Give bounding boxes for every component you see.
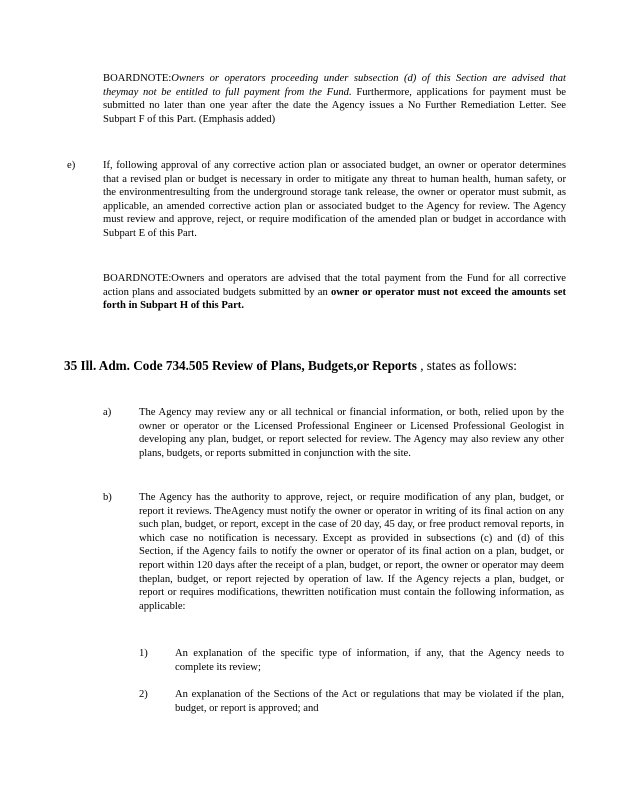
section-title: 35 Ill. Adm. Code 734.505 Review of Plans, Budgets,or Reports [64, 358, 417, 373]
boardnote-regular-text: Furthermore, applications for payment must be submitted no later than one year after the date the Agency issues a No Further Remediation Letter. See Subpart F of this Part. (Emphasis added) [103, 86, 566, 125]
boardnote2-regular-text: BOARDNOTE:Owners and operators are advised that the total payment from the Fund for all corrective action plans and associated budgets submitted by an [103, 273, 566, 298]
item-a-paragraph: The Agency may review any or all technical or financial information, or both, relied upon by the owner or operator or the Licensed Professional Engineer or Licensed Professional Geologist in developing any plan, budget, or report selected for review. The Agency may also review any other plans, budgets, or reports submitted in conjunction with the site. [139, 407, 564, 459]
sub-item-1-paragraph: An explanation of the specific type of information, if any, that the Agency needs to complete its review; [175, 648, 564, 673]
item-b-text [139, 491, 564, 613]
item-b-paragraph: The Agency has the authority to approve, reject, or require modification of any plan, budget, or report it reviews. TheAgency must notify the owner or operator in writing of its final action on any such plan, budget, or report, except in the case of 20 day, 45 day, or free product removal reports, in which case no notification is necessary. Except as provided in subsections (c) and (d) of this Section, if the Agency fails to notify the owner or operator of its final action on a plan, budget, or report within 120 days after the receipt of a plan, budget, or report, the owner or operator may deem theplan, budget, or report rejected by operation of law. If the Agency rejects a plan, budget, or report or requires modifications, thewritten notification must contain the following information, as applicable: [139, 492, 564, 612]
section-heading [64, 358, 564, 374]
item-a-label: a) [103, 407, 112, 418]
boardnote-paragraph-2 [103, 272, 566, 313]
boardnote-paragraph-1 [103, 72, 566, 126]
boardnote-italic-text: Owners or operators proceeding under subsection (d) of this Section are advised that theymay not be entitled to full payment from the Fund. [103, 73, 566, 98]
item-a-text [139, 406, 564, 460]
item-e-text [103, 159, 566, 241]
section-title-suffix: , states as follows: [416, 358, 517, 373]
boardnote2-bold-text: owner or operator must not exceed the amounts set forth in Subpart H of this Part. [103, 286, 566, 312]
item-e-label: e) [67, 160, 76, 171]
sub-item-1-text [175, 647, 564, 674]
sub-item-2-paragraph: An explanation of the Sections of the Act or regulations that may be violated if the plan, budget, or report is approved; and [175, 689, 564, 714]
item-b-label: b) [103, 492, 112, 503]
item-e-paragraph: If, following approval of any corrective action plan or associated budget, an owner or operator determines that a revised plan or budget is necessary in order to mitigate any threat to human health, human safety, or the environmentresulting from the underground storage tank release, the owner or operator must submit, as applicable, an amended corrective action plan or associated budget to the Agency for review. The Agency must review and approve, reject, or require modification of the amended plan or budget in accordance with Subpart E of this Part. [103, 160, 566, 239]
boardnote-prefix: BOARDNOTE: [103, 73, 172, 84]
sub-item-2-text [175, 688, 564, 715]
sub-item-1-label: 1) [139, 648, 148, 659]
sub-item-2-label: 2) [139, 689, 148, 700]
